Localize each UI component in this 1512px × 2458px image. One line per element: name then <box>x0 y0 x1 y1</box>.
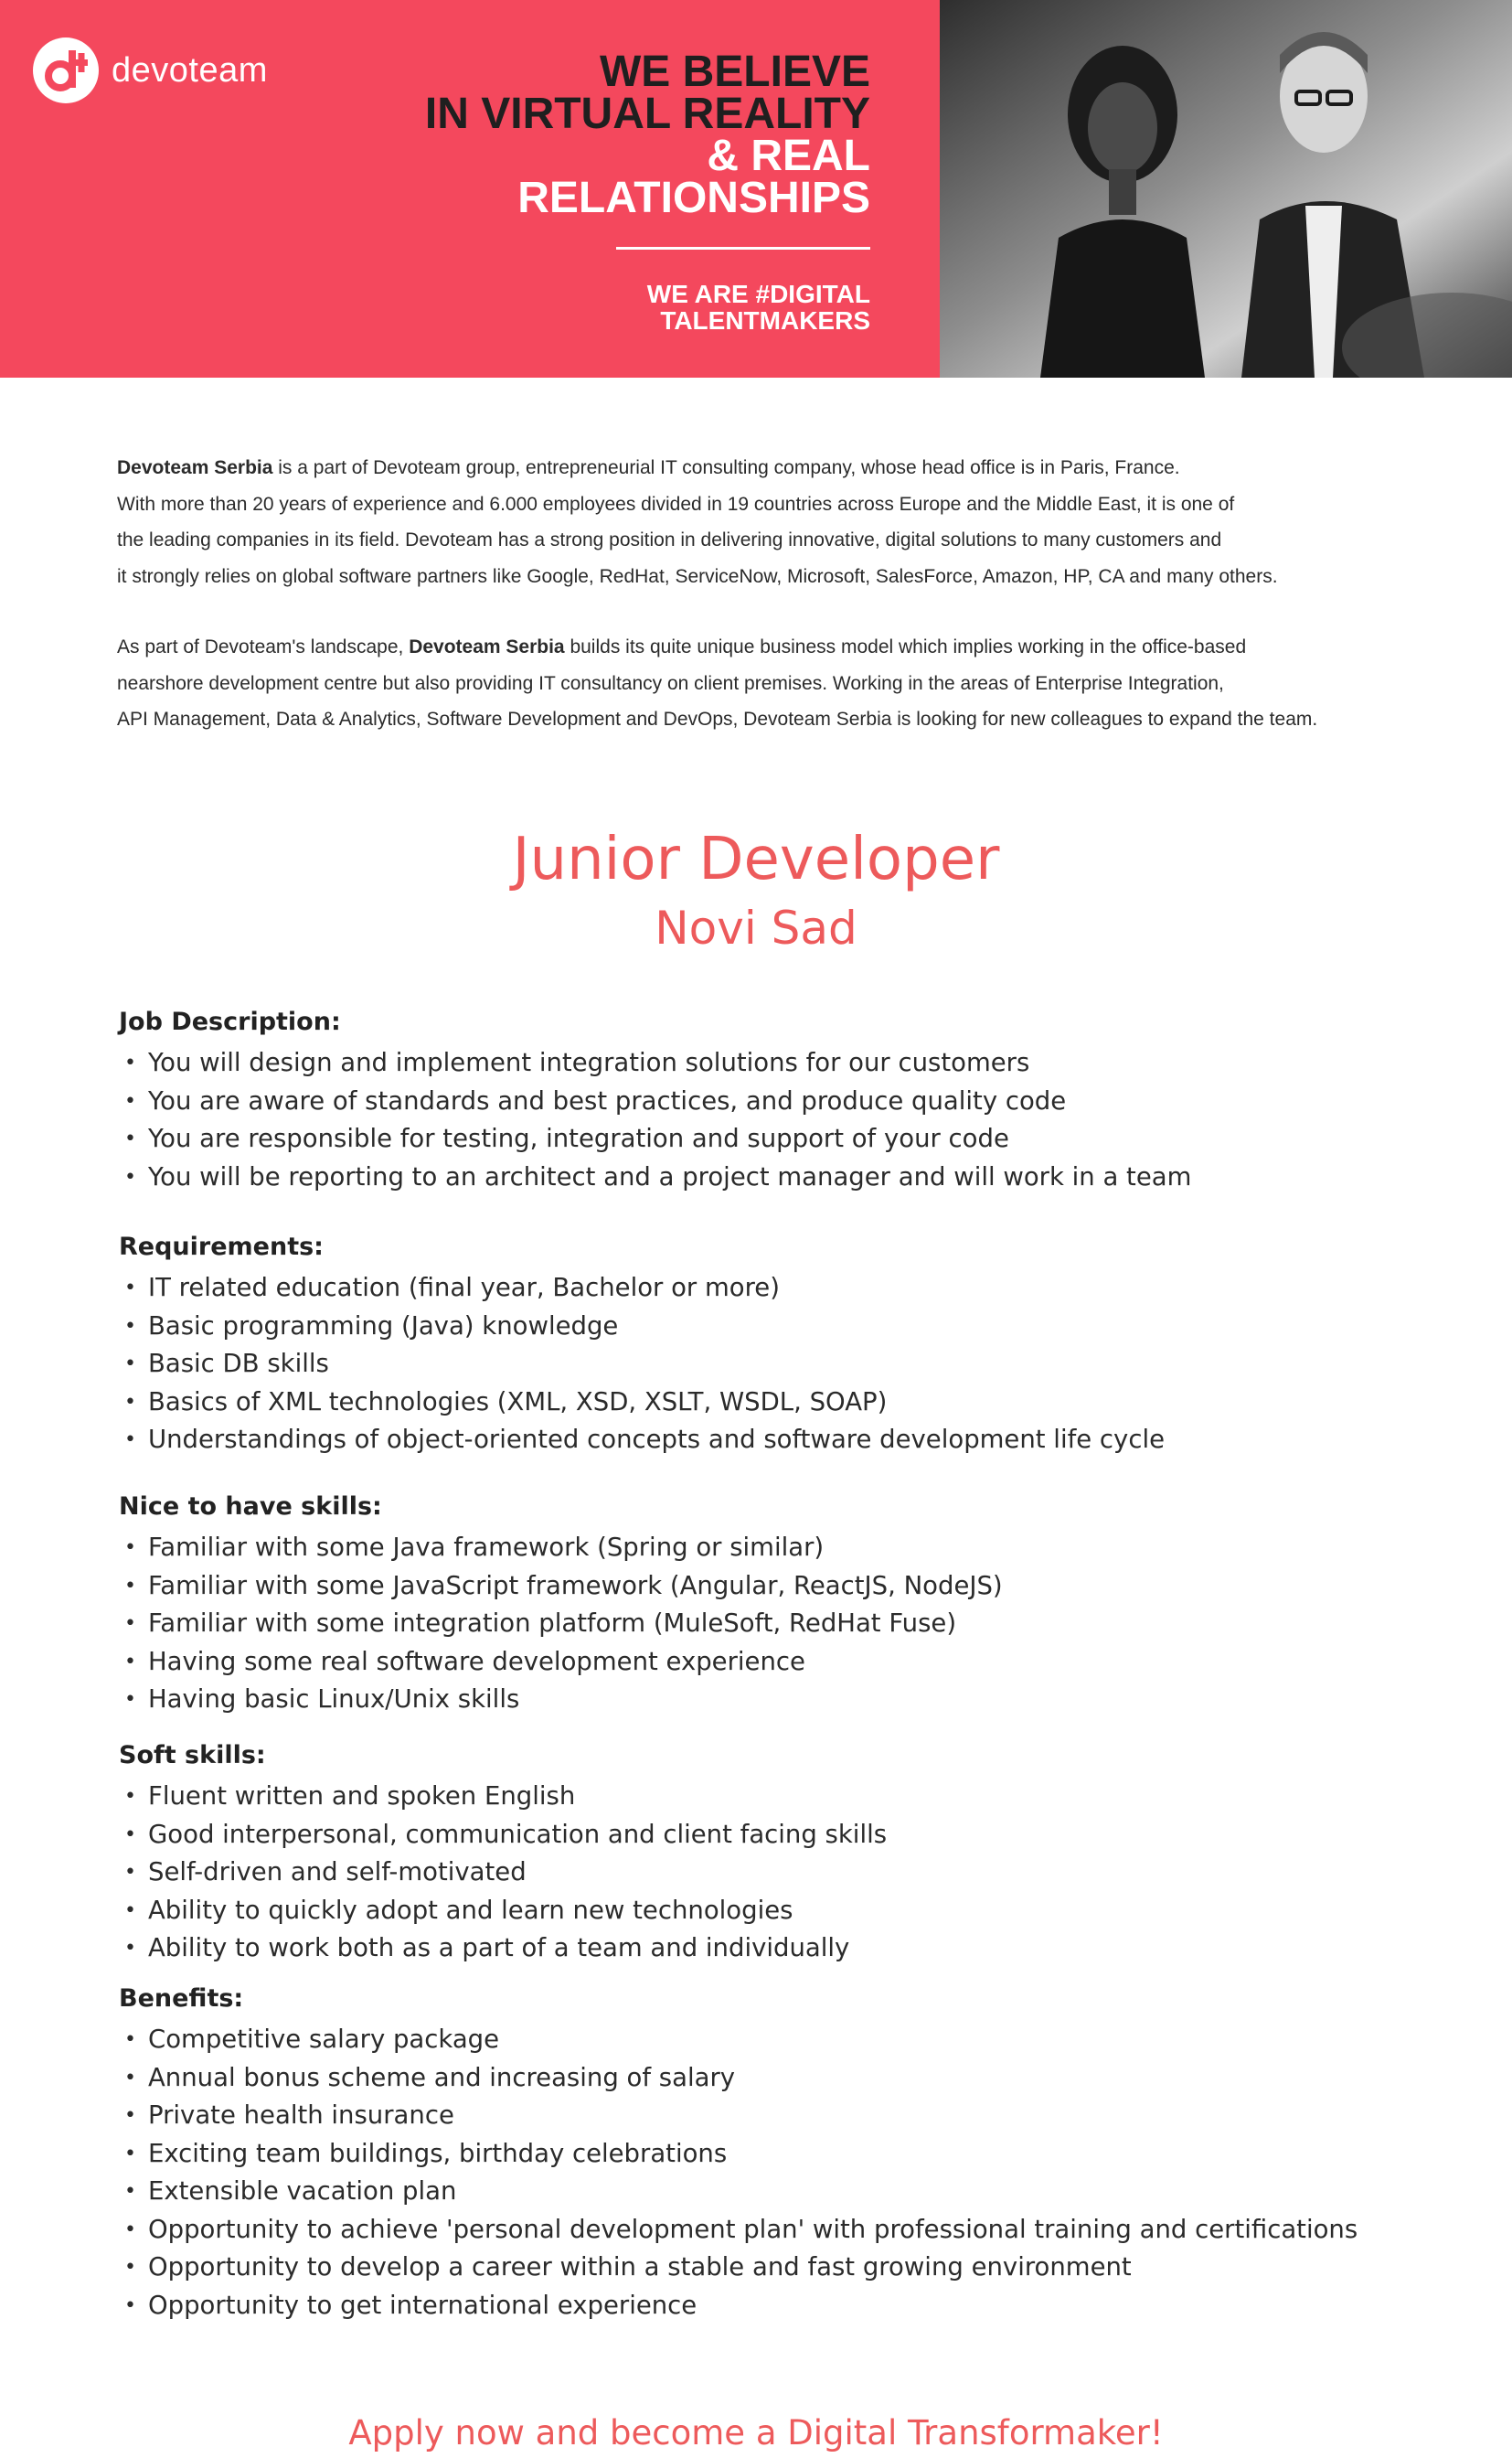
section-nice-to-have <box>119 1491 1399 1719</box>
list-item <box>119 2097 1399 2135</box>
bullet-icon: • <box>124 1314 136 1338</box>
intro-p2-line2: nearshore development centre but also providing IT consultancy on client premises. Working in the areas of Enterprise Integration, <box>117 672 1224 694</box>
list-item <box>119 1892 1399 1930</box>
list-item <box>119 1120 1399 1159</box>
header-banner <box>0 0 1512 378</box>
company-name-2: Devoteam Serbia <box>409 636 565 657</box>
list-item-text: Fluent written and spoken English <box>148 1781 576 1811</box>
list-item <box>119 2287 1399 2325</box>
list-item <box>119 1778 1399 1816</box>
list-item-text: Familiar with some JavaScript framework (Angular, ReactJS, NodeJS) <box>148 1570 1003 1600</box>
section-heading: Job Description: <box>119 1008 341 1036</box>
list-item <box>119 1567 1399 1606</box>
list-item-text: Self-driven and self-motivated <box>148 1857 527 1886</box>
bullet-icon: • <box>124 1536 136 1559</box>
bullet-icon: • <box>124 1428 136 1451</box>
section-heading: Benefits: <box>119 1984 244 2013</box>
list-item-text: Understandings of object-oriented concepts and software development life cycle <box>148 1425 1166 1454</box>
bullet-icon: • <box>124 1052 136 1074</box>
section-heading: Soft skills: <box>119 1741 266 1769</box>
list-item-text: Basic programming (Java) knowledge <box>148 1310 619 1341</box>
bullet-icon: • <box>124 1822 136 1846</box>
banner-tagline <box>647 281 870 334</box>
devoteam-logo <box>33 37 268 104</box>
bullet-icon: • <box>124 1277 136 1299</box>
list-item-text: IT related education (final year, Bachelor or more) <box>148 1273 780 1302</box>
list-item <box>119 1605 1399 1643</box>
list-item <box>119 2211 1399 2250</box>
bullet-icon: • <box>124 1390 136 1414</box>
list-item <box>119 1529 1399 1567</box>
list-item <box>119 2173 1399 2211</box>
bullet-icon: • <box>124 1650 136 1673</box>
list-item <box>119 2021 1399 2059</box>
benefits-list <box>119 2021 1399 2324</box>
bullet-icon: • <box>124 2293 136 2317</box>
list-item-text: Basics of XML technologies (XML, XSD, XSLT, WSDL, SOAP) <box>148 1386 888 1416</box>
bullet-icon: • <box>124 2180 136 2203</box>
bullet-icon: • <box>124 2142 136 2165</box>
section-benefits <box>119 1982 1399 2324</box>
job-title: Junior Developer <box>512 826 1000 893</box>
banner-photo <box>940 0 1512 378</box>
list-item <box>119 1083 1399 1121</box>
list-item <box>119 1384 1399 1422</box>
section-requirements <box>119 1231 1399 1459</box>
bullet-icon: • <box>124 1785 136 1808</box>
list-item-text: Ability to quickly adopt and learn new technologies <box>148 1895 793 1925</box>
people-photo-illustration <box>940 0 1512 378</box>
devoteam-logo-icon <box>33 37 99 103</box>
list-item <box>119 1308 1399 1346</box>
bullet-icon: • <box>124 1165 136 1189</box>
list-item-text: Having some real software development experience <box>148 1646 805 1676</box>
list-item-text: Opportunity to develop a career within a stable and fast growing environment <box>148 2252 1132 2282</box>
list-item-text: Having basic Linux/Unix skills <box>148 1684 520 1714</box>
bullet-icon: • <box>124 1898 136 1922</box>
section-heading: Requirements: <box>119 1233 324 1261</box>
list-item <box>119 1816 1399 1854</box>
intro-p1-line1: is a part of Devoteam group, entrepreneurial IT consulting company, whose head office is in Paris, France. <box>272 457 1180 478</box>
bullet-icon: • <box>124 1612 136 1635</box>
list-item <box>119 1681 1399 1719</box>
tagline-line-1: WE ARE #DIGITAL <box>646 280 870 308</box>
nice-to-have-list <box>119 1529 1399 1719</box>
list-item <box>119 1929 1399 1968</box>
headline-line-3: & REAL <box>707 132 870 180</box>
list-item-text: Competitive salary package <box>148 2025 500 2054</box>
list-item <box>119 1421 1399 1459</box>
list-item <box>119 1345 1399 1384</box>
list-item-text: Private health insurance <box>148 2100 454 2130</box>
intro-paragraph-2 <box>117 629 1397 738</box>
company-name: Devoteam Serbia <box>117 457 273 478</box>
list-item-text: Opportunity to get international experience <box>148 2290 697 2320</box>
list-item-text: You are responsible for testing, integration and support of your code <box>148 1124 1009 1153</box>
list-item <box>119 2249 1399 2287</box>
list-item-text: Familiar with some integration platform (MuleSoft, RedHat Fuse) <box>148 1608 957 1638</box>
job-description-list <box>119 1044 1399 1196</box>
list-item-text: Exciting team buildings, birthday celebrations <box>148 2138 728 2168</box>
requirements-list <box>119 1269 1399 1459</box>
bullet-icon: • <box>124 1574 136 1598</box>
brand-name: devoteam <box>112 50 268 90</box>
list-item-text: You are aware of standards and best practices, and produce quality code <box>148 1085 1067 1116</box>
list-item <box>119 1044 1399 1083</box>
list-item <box>119 1269 1399 1308</box>
headline-line-2: IN VIRTUAL REALITY <box>424 90 870 138</box>
soft-skills-list <box>119 1778 1399 1968</box>
list-item <box>119 1643 1399 1682</box>
list-item-text: Familiar with some Java framework (Spring or similar) <box>148 1533 825 1562</box>
intro-p2-start: As part of Devoteam's landscape, <box>117 636 410 657</box>
bullet-icon: • <box>124 2218 136 2241</box>
bullet-icon: • <box>124 1861 136 1884</box>
list-item-text: Good interpersonal, communication and client facing skills <box>148 1819 888 1849</box>
bullet-icon: • <box>124 1089 136 1113</box>
intro-p1-line4: it strongly relies on global software partners like Google, RedHat, ServiceNow, Microsoft, SalesForce, Amazon, HP, CA and many others. <box>117 565 1278 587</box>
intro-paragraph-1 <box>117 450 1397 594</box>
company-intro <box>117 450 1397 738</box>
intro-p2-line1: builds its quite unique business model which implies working in the office-based <box>564 636 1247 657</box>
list-item-text: Opportunity to achieve 'personal development plan' with professional training and certifications <box>148 2214 1358 2244</box>
bullet-icon: • <box>124 2066 136 2089</box>
apply-call-to-action: Apply now and become a Digital Transformaker! <box>348 2413 1164 2453</box>
bullet-icon: • <box>124 2028 136 2051</box>
list-item-text: Extensible vacation plan <box>148 2176 457 2206</box>
headline-line-1: WE BELIEVE <box>599 48 870 96</box>
list-item <box>119 1159 1399 1197</box>
bullet-icon: • <box>124 1688 136 1711</box>
bullet-icon: • <box>124 2256 136 2279</box>
list-item-text: You will design and implement integration solutions for our customers <box>148 1048 1030 1077</box>
section-job-description <box>119 1006 1399 1196</box>
list-item-text: Basic DB skills <box>148 1349 329 1378</box>
list-item <box>119 1854 1399 1892</box>
bullet-icon: • <box>124 1352 136 1375</box>
list-item-text: Annual bonus scheme and increasing of salary <box>148 2062 736 2092</box>
bullet-icon: • <box>124 1127 136 1150</box>
banner-red-panel <box>0 0 940 378</box>
intro-p1-line2: With more than 20 years of experience and 6.000 employees divided in 19 countries across Europe and the Middle East, it is one of <box>117 493 1235 515</box>
intro-p1-line3: the leading companies in its field. Devoteam has a strong position in delivering innovative, digital solutions to many customers and <box>117 529 1222 550</box>
bullet-icon: • <box>124 1937 136 1960</box>
list-item-text: Ability to work both as a part of a team and individually <box>148 1933 850 1962</box>
list-item <box>119 2135 1399 2174</box>
intro-p2-line3: API Management, Data & Analytics, Software Development and DevOps, Devoteam Serbia is looking for new colleagues to expand the team. <box>117 709 1318 730</box>
list-item-text: You will be reporting to an architect and a project manager and will work in a team <box>148 1161 1192 1192</box>
job-location: Novi Sad <box>655 902 857 955</box>
headline-divider <box>616 247 870 250</box>
headline-line-4: RELATIONSHIPS <box>517 174 870 222</box>
tagline-line-2: TALENTMAKERS <box>660 306 870 335</box>
banner-headline <box>424 48 870 222</box>
section-soft-skills <box>119 1739 1399 1968</box>
bullet-icon: • <box>124 2104 136 2127</box>
list-item <box>119 2059 1399 2098</box>
section-heading: Nice to have skills: <box>119 1492 382 1521</box>
